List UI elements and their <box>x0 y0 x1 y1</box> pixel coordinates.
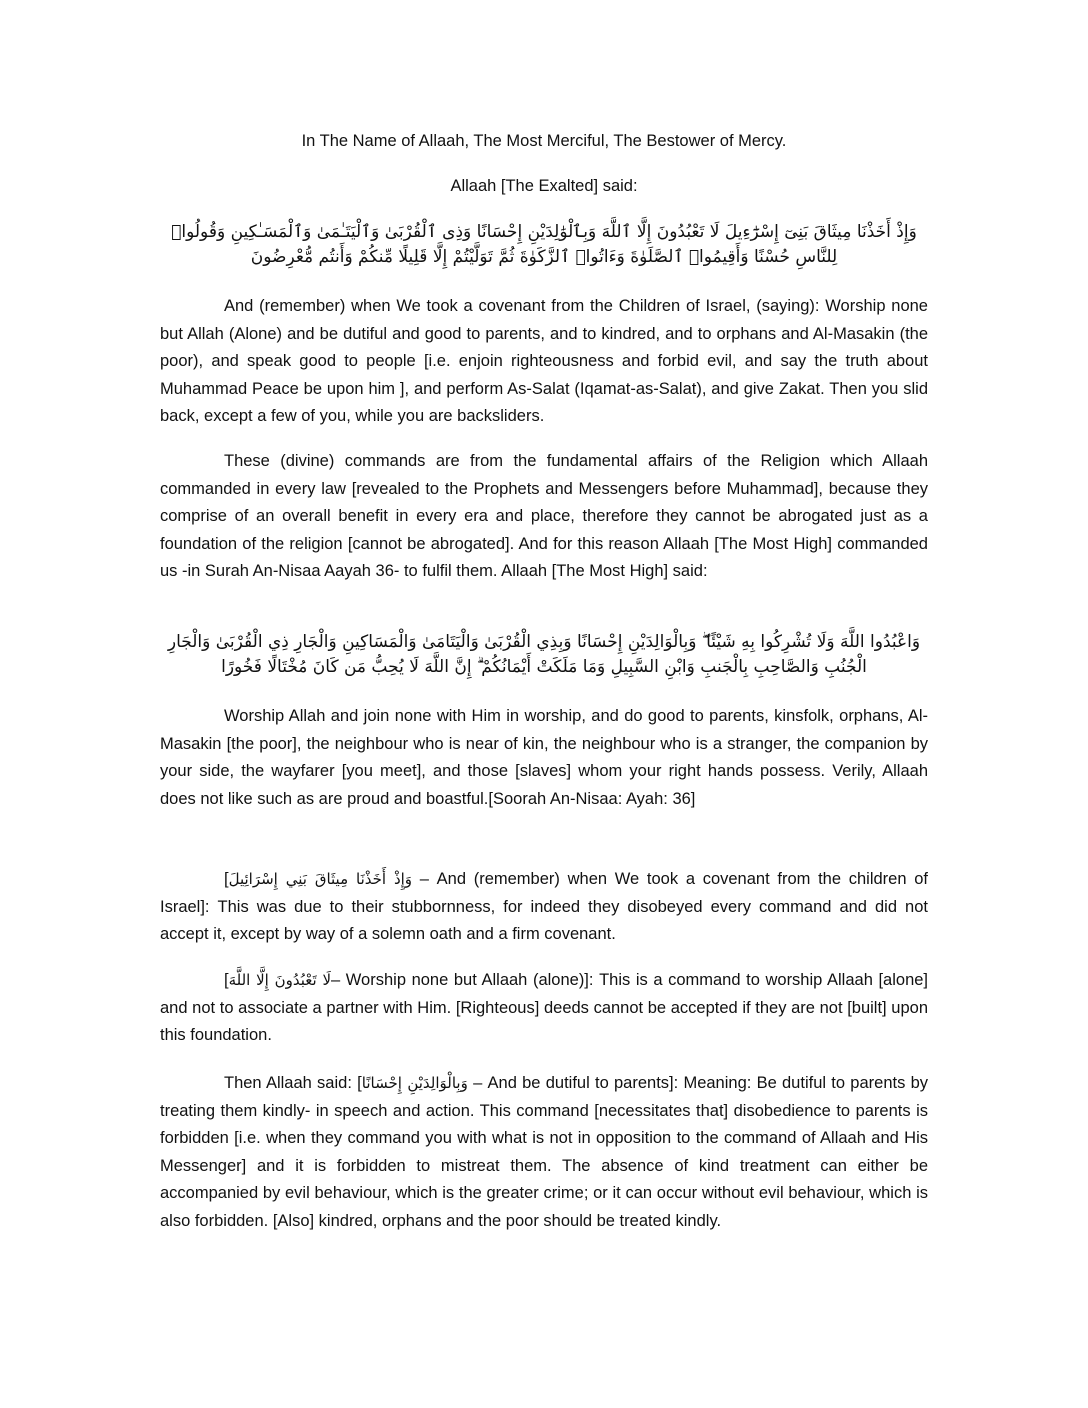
paragraph-commentary-4 <box>160 1070 928 1236</box>
commentary-text: – And (remember) when We took a covenant from the children of Israel]: This was due to their stubbornness, for indeed they disobeyed every command and did not accept it, except by way of a solemn oath and a firm covenant. <box>160 870 928 944</box>
paragraph-commentary-1: These (divine) commands are from the fundamental affairs of the Religion which Allaah commanded in every law [revealed to the Prophets and Messengers before Muhammad], because they comprise of an overall benefit in every era and place, therefore they cannot be abrogated just as a foundation of the religion [cannot be abrogated]. And for this reason Allaah [The Most High] commanded us -in Surah An-Nisaa Aayah 36- to fulfil them. Allaah [The Most High] said: <box>160 452 928 581</box>
lead-text: Then Allaah said: [ <box>224 1074 362 1092</box>
paragraph-translation-1: And (remember) when We took a covenant from the Children of Israel, (saying): Worship none but Allah (Alone) and be dutiful and good to parents, and to kindred, and to orphans and Al-Masakin (the poor), and speak good to people [i.e. enjoin righteousness and forbid evil, and say the truth about Muhammad Peace be upon him ], and perform As-Salat (Iqamat-as-Salat), and give Zakat. Then you slid back, except a few of you, while you are backsliders. <box>160 297 928 426</box>
paragraph-commentary-2 <box>160 866 928 949</box>
commentary-text: – And be dutiful to parents]: Meaning: Be dutiful to parents by treating them kindly- in speech and action. This command [necessitates that] disobedience to parents is forbidden [i.e. when they command you with what is not in opposition to the command of Allaah and His Messenger] and it is forbidden to mistreat them. The absence of kind treatment can either be accompanied by evil behaviour, which is the greater crime; or it can occur without evil behaviour, which is also forbidden. [Also] kindred, orphans and the poor should be treated kindly. <box>160 1074 929 1230</box>
verse-arabic-baqarah-83: وَإِذْ أَخَذْنَا مِيثَاقَ بَنِىٓ إِسْرَٰٓءِيلَ لَا تَعْبُدُونَ إِلَّا ٱللَّهَ وَبِٱلْوَٰلِدَيْنِ إِحْسَانًا وَذِى ٱلْقُرْبَىٰ وَٱلْيَتَـٰمَىٰ وَٱلْمَسَـٰكِينِ وَقُولُوا۟ لِلنَّاسِ حُسْنًا وَأَقِيمُوا۟ ٱلصَّلَوٰةَ وَءَاتُوا۟ ٱلزَّكَوٰةَ ثُمَّ تَوَلَّيْتُمْ إِلَّا قَلِيلًا مِّنكُمْ وَأَنتُم مُّعْرِضُونَ <box>171 222 917 267</box>
paragraph-commentary-3 <box>160 967 928 1050</box>
paragraph-translation-2: Worship Allah and join none with Him in worship, and do good to parents, kinsfolk, orphans, Al-Masakin [the poor], the neighbour who is near of kin, the neighbour who is a stranger, the companion by your side, the wayfarer [you meet], and those [slaves] whom your right hands possess. Verily, Allaah does not like such as are proud and boastful.[Soorah An-Nisaa: Ayah: 36] <box>160 707 928 808</box>
bracket-open: [ <box>224 870 229 888</box>
commentary-text: – Worship none but Allaah (alone)]: This is a command to worship Allaah [alone] and not to associate a partner with Him. [Righteous] deeds cannot be accepted if they are not [built] upon this foundation. <box>160 971 929 1045</box>
verse-arabic-nisaa-36: وَاعْبُدُوا اللَّهَ وَلَا تُشْرِكُوا بِهِ شَيْئًا ۖ وَبِالْوَالِدَيْنِ إِحْسَانًا وَبِذِي الْقُرْبَىٰ وَالْيَتَامَىٰ وَالْمَسَاكِينِ وَالْجَارِ ذِي الْقُرْبَىٰ وَالْجَارِ الْجُنُبِ وَالصَّاحِبِ بِالْجَنبِ وَابْنِ السَّبِيلِ وَمَا مَلَكَتْ أَيْمَانُكُمْ ۗ إِنَّ اللَّهَ لَا يُحِبُّ مَن كَانَ مُخْتَالًا فَخُورًا <box>167 632 921 677</box>
intro-heading: Allaah [The Exalted] said: <box>450 177 638 195</box>
arabic-quote: وَبِالْوَالِدَيْنِ إِحْسَانًا <box>361 1074 468 1092</box>
arabic-quote: وَإِذْ أَخَذْنَا مِيثَاقَ بَنِي إِسْرَائِيلَ <box>228 870 413 888</box>
arabic-quote: لَا تَعْبُدُونَ إِلَّا اللَّهَ <box>228 971 332 989</box>
bracket-open: [ <box>224 971 229 989</box>
basmala-heading: In The Name of Allaah, The Most Merciful, The Bestower of Mercy. <box>301 132 787 150</box>
